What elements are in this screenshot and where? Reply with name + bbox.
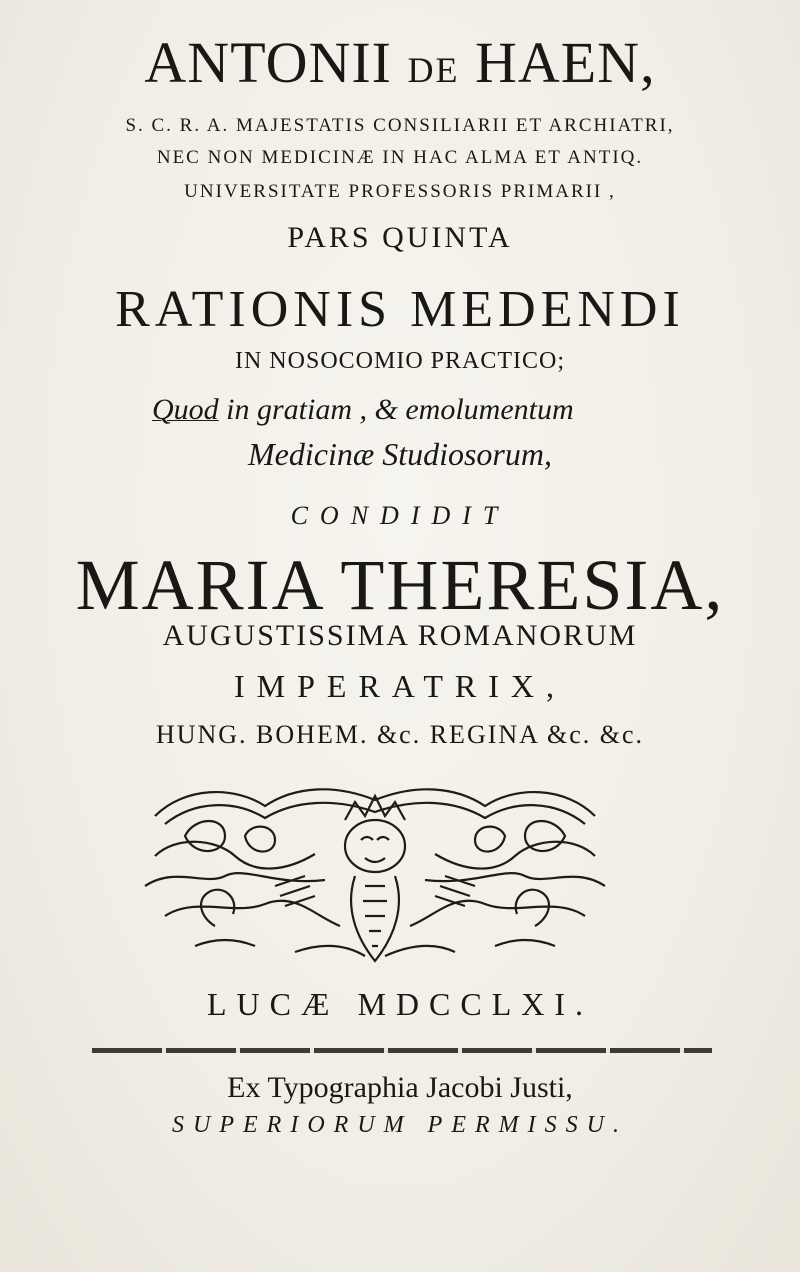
author-de: DE bbox=[407, 50, 460, 90]
author-credentials-line3: UNIVERSITATE PROFESSORIS PRIMARII , bbox=[184, 181, 616, 202]
author-main: ANTONII bbox=[144, 30, 392, 95]
author-credentials-line2: NEC NON MEDICINÆ IN HAC ALMA ET ANTIQ. bbox=[156, 147, 644, 168]
decorative-floral-ornament-icon bbox=[125, 776, 625, 972]
dedication-line2: Medicinæ Studiosorum, bbox=[248, 436, 552, 472]
work-title: RATIONIS MEDENDI bbox=[115, 281, 685, 338]
permission-line: SUPERIORUM PERMISSU. bbox=[172, 1112, 628, 1138]
patron-title2: IMPERATRIX, bbox=[233, 668, 566, 704]
divider-rule bbox=[92, 1048, 712, 1053]
dedication-quod: Quod bbox=[152, 393, 219, 426]
patron-title3: HUNG. BOHEM. &c. REGINA &c. &c. bbox=[155, 720, 645, 749]
volume-part: PARS QUINTA bbox=[287, 221, 513, 254]
dedication-line1 bbox=[60, 390, 760, 430]
author-credentials-line1: S. C. R. A. MAJESTATIS CONSILIARII ET ARCHIATRI, bbox=[125, 115, 675, 136]
work-subtitle: IN NOSOCOMIO PRACTICO; bbox=[234, 348, 566, 374]
place-date: LUCÆ MDCCLXI. bbox=[206, 986, 593, 1022]
patron-name: MARIA THERESIA, bbox=[75, 545, 725, 625]
author-surname: HAEN, bbox=[474, 30, 656, 95]
dedication-rest: in gratiam , & emolumentum bbox=[226, 393, 574, 426]
patron-title1: AUGUSTISSIMA ROMANORUM bbox=[162, 619, 638, 652]
condidit-line: CONDIDIT bbox=[290, 501, 510, 530]
author-heading bbox=[0, 28, 800, 105]
printer-line: Ex Typographia Jacobi Justi, bbox=[227, 1071, 573, 1104]
